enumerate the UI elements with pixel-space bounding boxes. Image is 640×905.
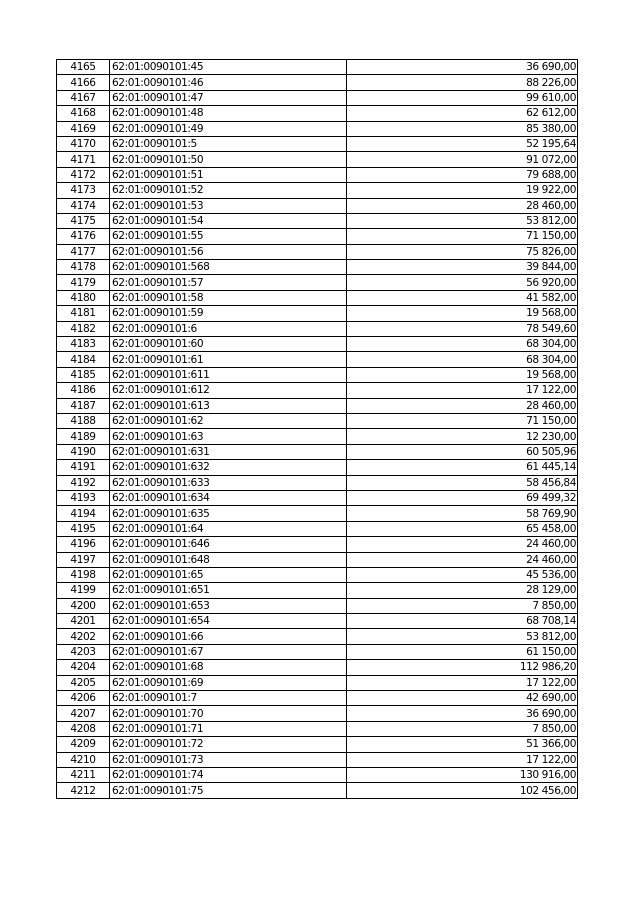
row-number-cell: 4205	[57, 675, 110, 690]
row-number-cell: 4180	[57, 290, 110, 305]
cadastral-number-cell: 62:01:0090101:59	[110, 306, 347, 321]
table-row	[57, 737, 578, 752]
table-row	[57, 383, 578, 398]
cadastral-number-cell: 62:01:0090101:635	[110, 506, 347, 521]
value-cell: 102 456,00	[347, 783, 578, 798]
value-cell: 71 150,00	[347, 413, 578, 428]
cadastral-number-cell: 62:01:0090101:61	[110, 352, 347, 367]
table-row	[57, 444, 578, 459]
value-cell: 19 568,00	[347, 367, 578, 382]
value-cell: 78 549,60	[347, 321, 578, 336]
cadastral-number-cell: 62:01:0090101:45	[110, 60, 347, 75]
cadastral-number-cell: 62:01:0090101:69	[110, 675, 347, 690]
row-number-cell: 4195	[57, 521, 110, 536]
row-number-cell: 4198	[57, 567, 110, 582]
row-number-cell: 4189	[57, 429, 110, 444]
value-cell: 65 458,00	[347, 521, 578, 536]
cadastral-number-cell: 62:01:0090101:65	[110, 567, 347, 582]
row-number-cell: 4179	[57, 275, 110, 290]
value-cell: 7 850,00	[347, 598, 578, 613]
cadastral-number-cell: 62:01:0090101:54	[110, 213, 347, 228]
table-row	[57, 183, 578, 198]
row-number-cell: 4208	[57, 721, 110, 736]
row-number-cell: 4193	[57, 490, 110, 505]
row-number-cell: 4202	[57, 629, 110, 644]
cadastral-number-cell: 62:01:0090101:51	[110, 167, 347, 182]
table-row	[57, 537, 578, 552]
table-row	[57, 506, 578, 521]
row-number-cell: 4186	[57, 383, 110, 398]
table-row	[57, 90, 578, 105]
table-row	[57, 106, 578, 121]
table-row	[57, 167, 578, 182]
row-number-cell: 4212	[57, 783, 110, 798]
cadastral-number-cell: 62:01:0090101:648	[110, 552, 347, 567]
value-cell: 112 986,20	[347, 660, 578, 675]
value-cell: 36 690,00	[347, 60, 578, 75]
row-number-cell: 4203	[57, 644, 110, 659]
row-number-cell: 4196	[57, 537, 110, 552]
table-row	[57, 706, 578, 721]
value-cell: 85 380,00	[347, 121, 578, 136]
row-number-cell: 4211	[57, 767, 110, 782]
row-number-cell: 4171	[57, 152, 110, 167]
table-row	[57, 337, 578, 352]
row-number-cell: 4187	[57, 398, 110, 413]
row-number-cell: 4199	[57, 583, 110, 598]
value-cell: 68 304,00	[347, 352, 578, 367]
table-row	[57, 783, 578, 798]
value-cell: 39 844,00	[347, 260, 578, 275]
table-row	[57, 229, 578, 244]
table-row	[57, 567, 578, 582]
table-body	[57, 60, 578, 799]
value-cell: 58 456,84	[347, 475, 578, 490]
value-cell: 53 812,00	[347, 629, 578, 644]
row-number-cell: 4201	[57, 614, 110, 629]
row-number-cell: 4194	[57, 506, 110, 521]
cadastral-number-cell: 62:01:0090101:613	[110, 398, 347, 413]
row-number-cell: 4181	[57, 306, 110, 321]
value-cell: 7 850,00	[347, 721, 578, 736]
cadastral-number-cell: 62:01:0090101:46	[110, 75, 347, 90]
cadastral-number-cell: 62:01:0090101:72	[110, 737, 347, 752]
row-number-cell: 4177	[57, 244, 110, 259]
table-row	[57, 429, 578, 444]
value-cell: 68 304,00	[347, 337, 578, 352]
value-cell: 52 195,64	[347, 136, 578, 151]
row-number-cell: 4210	[57, 752, 110, 767]
table-row	[57, 136, 578, 151]
table-row	[57, 721, 578, 736]
table-row	[57, 60, 578, 75]
cadastral-number-cell: 62:01:0090101:53	[110, 198, 347, 213]
value-cell: 28 129,00	[347, 583, 578, 598]
value-cell: 60 505,96	[347, 444, 578, 459]
row-number-cell: 4174	[57, 198, 110, 213]
cadastral-number-cell: 62:01:0090101:71	[110, 721, 347, 736]
table-row	[57, 644, 578, 659]
cadastral-number-cell: 62:01:0090101:631	[110, 444, 347, 459]
cadastral-number-cell: 62:01:0090101:58	[110, 290, 347, 305]
table-row	[57, 752, 578, 767]
table-row	[57, 675, 578, 690]
value-cell: 68 708,14	[347, 614, 578, 629]
table-row	[57, 660, 578, 675]
table-row	[57, 198, 578, 213]
cadastral-number-cell: 62:01:0090101:612	[110, 383, 347, 398]
value-cell: 88 226,00	[347, 75, 578, 90]
row-number-cell: 4173	[57, 183, 110, 198]
cadastral-number-cell: 62:01:0090101:7	[110, 691, 347, 706]
cadastral-number-cell: 62:01:0090101:646	[110, 537, 347, 552]
value-cell: 19 568,00	[347, 306, 578, 321]
cadastral-number-cell: 62:01:0090101:66	[110, 629, 347, 644]
cadastral-number-cell: 62:01:0090101:73	[110, 752, 347, 767]
row-number-cell: 4172	[57, 167, 110, 182]
table-row	[57, 629, 578, 644]
cadastral-number-cell: 62:01:0090101:70	[110, 706, 347, 721]
cadastral-number-cell: 62:01:0090101:67	[110, 644, 347, 659]
table-row	[57, 260, 578, 275]
value-cell: 28 460,00	[347, 398, 578, 413]
value-cell: 61 445,14	[347, 460, 578, 475]
table-row	[57, 490, 578, 505]
value-cell: 53 812,00	[347, 213, 578, 228]
cadastral-number-cell: 62:01:0090101:62	[110, 413, 347, 428]
cadastral-number-cell: 62:01:0090101:47	[110, 90, 347, 105]
table-row	[57, 213, 578, 228]
value-cell: 75 826,00	[347, 244, 578, 259]
value-cell: 12 230,00	[347, 429, 578, 444]
cadastral-number-cell: 62:01:0090101:63	[110, 429, 347, 444]
row-number-cell: 4204	[57, 660, 110, 675]
cadastral-number-cell: 62:01:0090101:68	[110, 660, 347, 675]
table-row	[57, 306, 578, 321]
table-row	[57, 767, 578, 782]
table-row	[57, 552, 578, 567]
value-cell: 24 460,00	[347, 537, 578, 552]
table-row	[57, 521, 578, 536]
row-number-cell: 4167	[57, 90, 110, 105]
cadastral-number-cell: 62:01:0090101:49	[110, 121, 347, 136]
cadastral-number-cell: 62:01:0090101:52	[110, 183, 347, 198]
row-number-cell: 4209	[57, 737, 110, 752]
row-number-cell: 4192	[57, 475, 110, 490]
cadastral-number-cell: 62:01:0090101:75	[110, 783, 347, 798]
cadastral-number-cell: 62:01:0090101:50	[110, 152, 347, 167]
cadastral-number-cell: 62:01:0090101:57	[110, 275, 347, 290]
value-cell: 61 150,00	[347, 644, 578, 659]
cadastral-number-cell: 62:01:0090101:74	[110, 767, 347, 782]
value-cell: 130 916,00	[347, 767, 578, 782]
table-row	[57, 398, 578, 413]
row-number-cell: 4175	[57, 213, 110, 228]
cadastral-number-cell: 62:01:0090101:55	[110, 229, 347, 244]
table-row	[57, 275, 578, 290]
table-row	[57, 475, 578, 490]
row-number-cell: 4176	[57, 229, 110, 244]
value-cell: 51 366,00	[347, 737, 578, 752]
cadastral-number-cell: 62:01:0090101:634	[110, 490, 347, 505]
table-row	[57, 321, 578, 336]
table-row	[57, 290, 578, 305]
value-cell: 69 499,32	[347, 490, 578, 505]
value-cell: 28 460,00	[347, 198, 578, 213]
value-cell: 99 610,00	[347, 90, 578, 105]
value-cell: 41 582,00	[347, 290, 578, 305]
row-number-cell: 4185	[57, 367, 110, 382]
value-cell: 17 122,00	[347, 752, 578, 767]
value-cell: 42 690,00	[347, 691, 578, 706]
table-row	[57, 614, 578, 629]
row-number-cell: 4207	[57, 706, 110, 721]
table-row	[57, 352, 578, 367]
table-row	[57, 367, 578, 382]
cadastral-number-cell: 62:01:0090101:632	[110, 460, 347, 475]
cadastral-number-cell: 62:01:0090101:568	[110, 260, 347, 275]
value-cell: 91 072,00	[347, 152, 578, 167]
value-cell: 58 769,90	[347, 506, 578, 521]
row-number-cell: 4206	[57, 691, 110, 706]
cadastral-number-cell: 62:01:0090101:56	[110, 244, 347, 259]
row-number-cell: 4166	[57, 75, 110, 90]
row-number-cell: 4182	[57, 321, 110, 336]
row-number-cell: 4200	[57, 598, 110, 613]
table-row	[57, 598, 578, 613]
table-row	[57, 121, 578, 136]
table-row	[57, 75, 578, 90]
row-number-cell: 4169	[57, 121, 110, 136]
value-cell: 79 688,00	[347, 167, 578, 182]
table-row	[57, 244, 578, 259]
cadastral-number-cell: 62:01:0090101:653	[110, 598, 347, 613]
row-number-cell: 4170	[57, 136, 110, 151]
table-row	[57, 691, 578, 706]
table-row	[57, 583, 578, 598]
cadastral-number-cell: 62:01:0090101:633	[110, 475, 347, 490]
row-number-cell: 4197	[57, 552, 110, 567]
cadastral-number-cell: 62:01:0090101:654	[110, 614, 347, 629]
row-number-cell: 4190	[57, 444, 110, 459]
table-row	[57, 152, 578, 167]
row-number-cell: 4184	[57, 352, 110, 367]
cadastral-number-cell: 62:01:0090101:5	[110, 136, 347, 151]
cadastral-number-cell: 62:01:0090101:611	[110, 367, 347, 382]
cadastral-number-cell: 62:01:0090101:651	[110, 583, 347, 598]
table-row	[57, 413, 578, 428]
cadastral-number-cell: 62:01:0090101:60	[110, 337, 347, 352]
value-cell: 19 922,00	[347, 183, 578, 198]
row-number-cell: 4178	[57, 260, 110, 275]
cadastral-number-cell: 62:01:0090101:6	[110, 321, 347, 336]
value-cell: 17 122,00	[347, 675, 578, 690]
row-number-cell: 4168	[57, 106, 110, 121]
value-cell: 36 690,00	[347, 706, 578, 721]
value-cell: 24 460,00	[347, 552, 578, 567]
data-table	[56, 59, 578, 799]
row-number-cell: 4188	[57, 413, 110, 428]
table-row	[57, 460, 578, 475]
value-cell: 17 122,00	[347, 383, 578, 398]
row-number-cell: 4165	[57, 60, 110, 75]
row-number-cell: 4183	[57, 337, 110, 352]
value-cell: 62 612,00	[347, 106, 578, 121]
value-cell: 71 150,00	[347, 229, 578, 244]
cadastral-number-cell: 62:01:0090101:64	[110, 521, 347, 536]
value-cell: 45 536,00	[347, 567, 578, 582]
value-cell: 56 920,00	[347, 275, 578, 290]
row-number-cell: 4191	[57, 460, 110, 475]
cadastral-number-cell: 62:01:0090101:48	[110, 106, 347, 121]
